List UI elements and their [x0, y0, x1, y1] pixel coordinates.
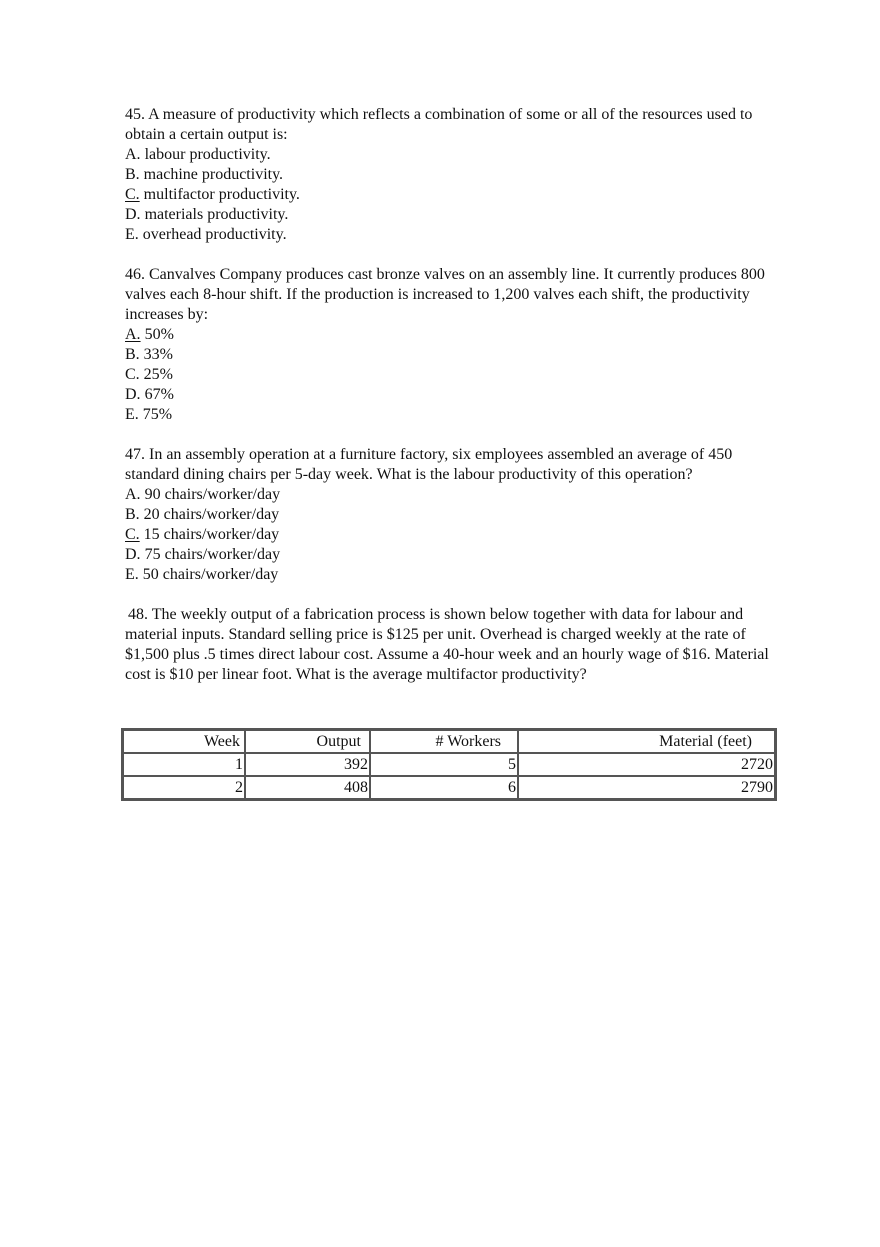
- option-e: [125, 225, 785, 245]
- option-b: [125, 165, 785, 185]
- cell-material: 2790: [518, 776, 775, 799]
- option-letter: B.: [125, 166, 140, 183]
- option-a: [125, 485, 785, 505]
- option-text: 25%: [139, 366, 173, 383]
- question-stem: 47. In an assembly operation at a furniture factory, six employees assembled an average of 450 standard dining chairs per 5-day week. What is the labour productivity of this operation?: [125, 446, 733, 483]
- option-text: labour productivity.: [140, 146, 271, 163]
- option-letter: C.: [125, 366, 140, 383]
- option-letter-correct: C.: [125, 186, 140, 203]
- option-text: 33%: [139, 346, 173, 363]
- question-47: [125, 445, 785, 585]
- option-a: [125, 325, 785, 345]
- option-a: [125, 145, 785, 165]
- option-letter: E.: [125, 566, 139, 583]
- option-d: [125, 385, 785, 405]
- question-stem: 46. Canvalves Company produces cast bronze valves on an assembly line. It currently produces 800 valves each 8-hour shift. If the production is increased to 1,200 valves each shift, the productivity increases by:: [125, 266, 765, 323]
- option-d: [125, 545, 785, 565]
- option-text: multifactor productivity.: [139, 186, 300, 203]
- option-letter: B.: [125, 346, 140, 363]
- cell-week: 2: [123, 776, 245, 799]
- option-c: [125, 365, 785, 385]
- option-c: [125, 185, 785, 205]
- question-48: [125, 605, 785, 685]
- option-list: [125, 485, 785, 585]
- option-text: 75%: [138, 406, 173, 423]
- option-list: [125, 145, 785, 245]
- option-text: 50 chairs/worker/day: [138, 566, 279, 583]
- table-row: [123, 776, 775, 799]
- table-header-row: [123, 730, 775, 753]
- document-page: [125, 105, 785, 705]
- header-workers: # Workers: [370, 730, 518, 753]
- option-text: 20 chairs/worker/day: [139, 506, 280, 523]
- weekly-output-table: [121, 728, 777, 801]
- option-d: [125, 205, 785, 225]
- option-text: 75 chairs/worker/day: [140, 546, 281, 563]
- option-c: [125, 525, 785, 545]
- option-letter: E.: [125, 226, 139, 243]
- cell-workers: 6: [370, 776, 518, 799]
- option-text: 15 chairs/worker/day: [139, 526, 280, 543]
- option-letter: D.: [125, 546, 141, 563]
- option-text: machine productivity.: [139, 166, 284, 183]
- option-text: 50%: [140, 326, 174, 343]
- option-letter-correct: C.: [125, 526, 140, 543]
- cell-material: 2720: [518, 753, 775, 776]
- option-e: [125, 565, 785, 585]
- option-letter: A.: [125, 486, 141, 503]
- question-45: [125, 105, 785, 245]
- cell-output: 392: [245, 753, 370, 776]
- option-list: [125, 325, 785, 425]
- table-row: [123, 753, 775, 776]
- cell-output: 408: [245, 776, 370, 799]
- cell-workers: 5: [370, 753, 518, 776]
- option-b: [125, 345, 785, 365]
- cell-week: 1: [123, 753, 245, 776]
- option-text: 90 chairs/worker/day: [140, 486, 281, 503]
- question-stem: 45. A measure of productivity which reflects a combination of some or all of the resources used to obtain a certain output is:: [125, 106, 753, 143]
- option-letter: A.: [125, 146, 141, 163]
- option-text: materials productivity.: [140, 206, 289, 223]
- option-letter: D.: [125, 386, 141, 403]
- option-b: [125, 505, 785, 525]
- option-text: overhead productivity.: [138, 226, 287, 243]
- header-output: Output: [245, 730, 370, 753]
- option-e: [125, 405, 785, 425]
- question-46: [125, 265, 785, 425]
- header-material: Material (feet): [518, 730, 775, 753]
- option-letter: B.: [125, 506, 140, 523]
- option-letter: E.: [125, 406, 139, 423]
- option-text: 67%: [140, 386, 174, 403]
- header-week: Week: [123, 730, 245, 753]
- option-letter: D.: [125, 206, 141, 223]
- question-stem: 48. The weekly output of a fabrication process is shown below together with data for labour and material inputs. Standard selling price is $125 per unit. Overhead is charged weekly at the rate of $1,500 plus .5 times direct labour cost. Assume a 40-hour week and an hourly wage of $16. Material cost is $10 per linear foot. What is the average multifactor productivity?: [125, 606, 769, 683]
- option-letter-correct: A.: [125, 326, 141, 343]
